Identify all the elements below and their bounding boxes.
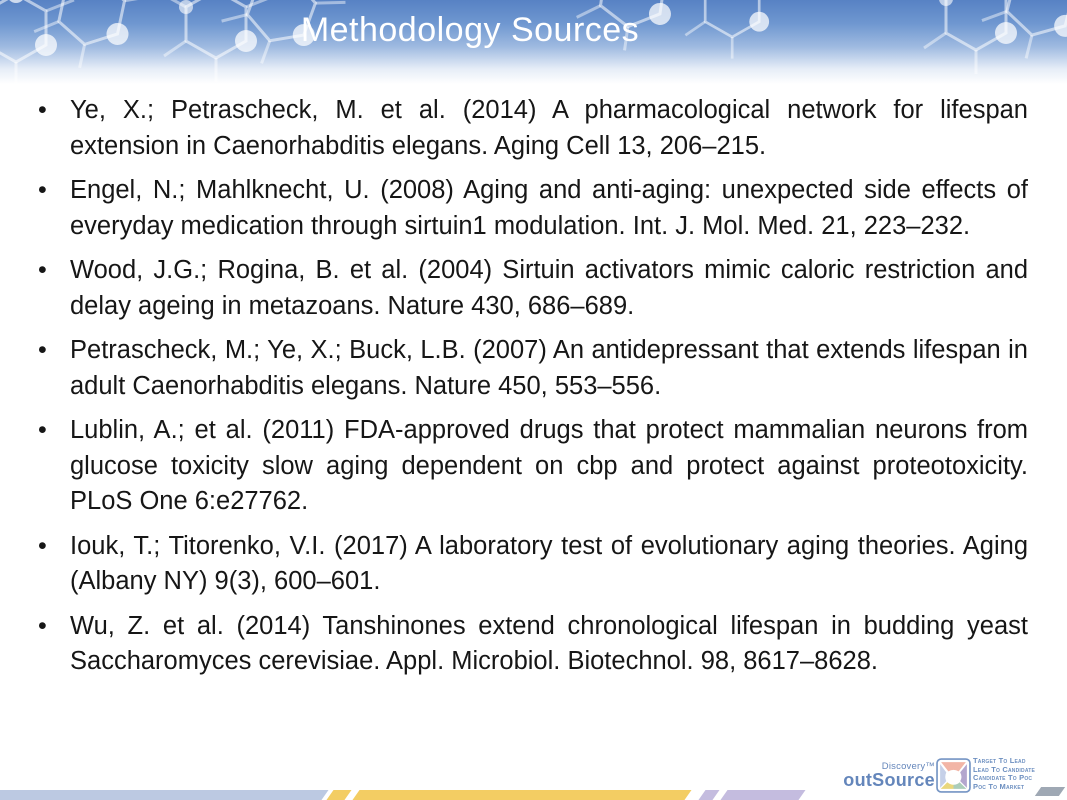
page-title: Methodology Sources: [300, 11, 640, 49]
footer-slash-lavender: [698, 790, 719, 800]
reference-text: Engel, N.; Mahlknecht, U. (2008) Aging and anti-aging: unexpected side effects of everyday medication through sirtuin1 modulation. Int. J. Mol. Med. 21, 223–232.: [70, 176, 1028, 240]
brand-wordmark: [843, 761, 935, 791]
reference-text: Wood, J.G.; Rogina, B. et al. (2004) Sirtuin activators mimic caloric restriction and delay ageing in metazoans. Nature 430, 686–689.: [70, 256, 1028, 320]
reference-item: [38, 529, 1028, 600]
brand-discovery-label: Discovery™: [881, 761, 935, 772]
reference-item: [38, 173, 1028, 244]
footer-slash-gold: [326, 790, 351, 800]
references-list: [38, 93, 1028, 689]
bullet-marker: •: [38, 176, 47, 204]
reference-item: [38, 413, 1028, 520]
reference-text: Petrascheck, M.; Ye, X.; Buck, L.B. (2007) An antidepressant that extends lifespan in adult Caenorhabditis elegans. Nature 450, 553–556.: [70, 336, 1028, 400]
footer-bar-lavender: [720, 790, 805, 800]
slide-header: [0, 0, 1067, 84]
bullet-marker: •: [38, 416, 47, 444]
reference-item: [38, 333, 1028, 404]
reference-item: [38, 253, 1028, 324]
tagline-line: Candidate To Poc: [973, 773, 1033, 782]
tagline-line: Lead To Candidate: [973, 764, 1036, 774]
bullet-marker: •: [38, 256, 47, 284]
brand-tagline: [973, 757, 1061, 791]
bullet-marker: •: [38, 336, 47, 364]
tagline-line: Target To Lead: [973, 756, 1026, 765]
reference-text: Lublin, A.; et al. (2011) FDA-approved drugs that protect mammalian neurons from glucose toxicity slow aging dependent on cbp and protect against proteotoxicity. PLoS One 6:e27762.: [70, 416, 1028, 515]
bullet-marker: •: [38, 96, 47, 124]
brand-outsource-label: outSource: [843, 770, 935, 790]
bullet-marker: •: [38, 531, 47, 560]
footer-bar-gold: [352, 790, 691, 800]
bullet-marker: •: [38, 611, 47, 640]
reference-text: Wu, Z. et al. (2014) Tanshinones extend chronological lifespan in budding yeast Saccharomyces cerevisiae. Appl. Microbiol. Biotechnol. 98, 8617–8628.: [70, 611, 1028, 675]
footer-bar-blue: [0, 790, 329, 800]
reference-item: [38, 609, 1028, 680]
reference-item: [38, 93, 1028, 164]
tagline-line: Poc To Market: [973, 781, 1025, 791]
reference-text: Iouk, T.; Titorenko, V.I. (2017) A laboratory test of evolutionary aging theories. Aging (Albany NY) 9(3), 600–601.: [70, 531, 1028, 595]
reference-text: Ye, X.; Petrascheck, M. et al. (2014) A pharmacological network for lifespan extension in Caenorhabditis elegans. Aging Cell 13, 206–215.: [70, 96, 1028, 160]
brand-logo-icon: [936, 758, 971, 793]
